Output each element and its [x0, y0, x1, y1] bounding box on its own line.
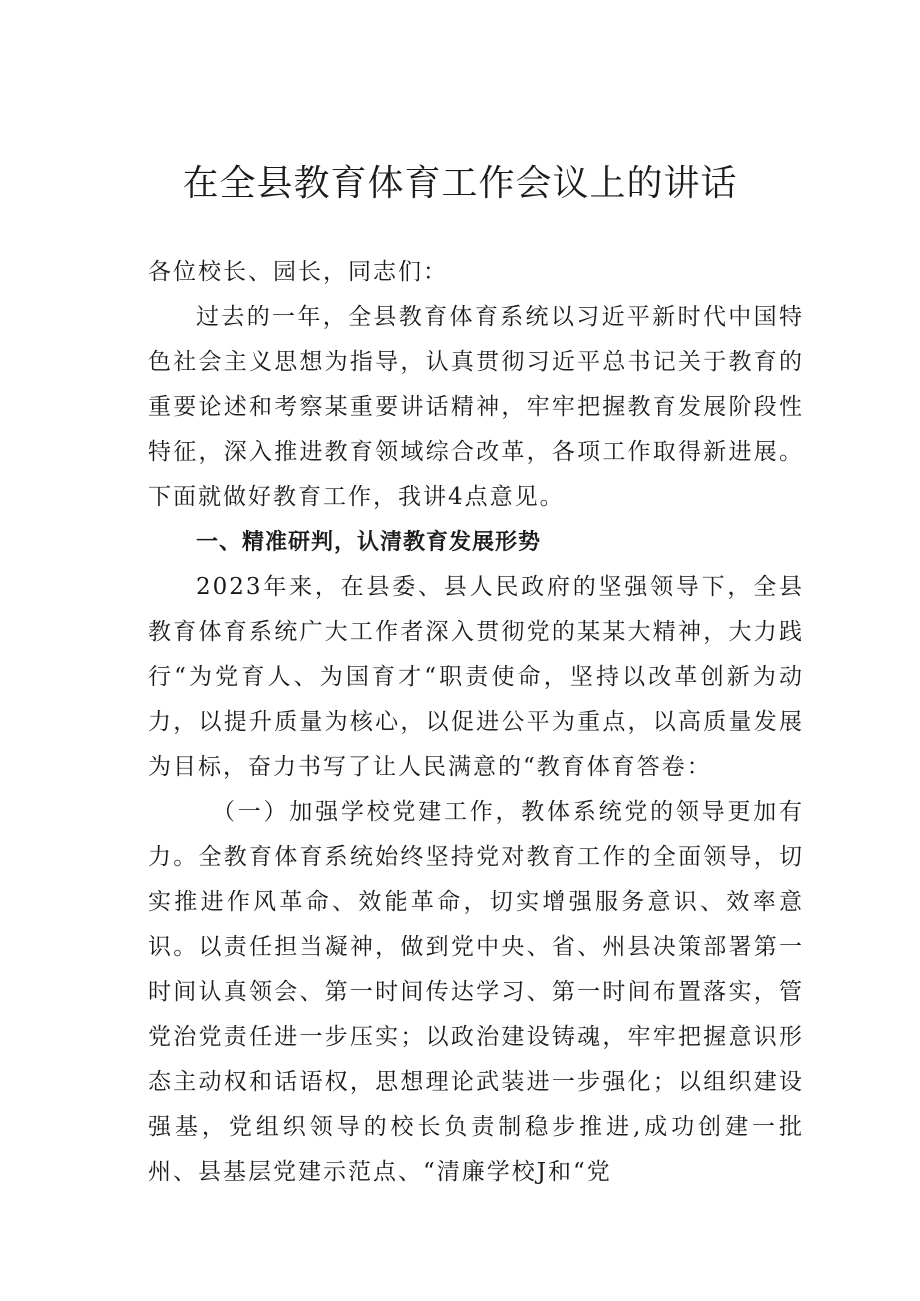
subsection-1-paragraph: （一）加强学校党建工作，教体系统党的领导更加有力。全教育体育系统始终坚持党对教育工作的全面领导，切实推进作风革命、效能革命，切实增强服务意识、效率意识。以责任担当凝神，做到党中央、省、州县决策部署第一时间认真领会、第一时间传达学习、第一时间布置落实，管党治党责任进一步压实；以政治建设铸魂，牢牢把握意识形态主动权和话语权，思想理论武装进一步强化；以组织建设强基，党组织领导的校长负责制稳步推进,成功创建一批州、县基层党建示范点、“清廉学校J和“党 — [148, 799, 804, 1185]
salutation: 各位校长、园长，同志们： — [148, 259, 448, 285]
section-1-paragraph: 2023年来，在县委、县人民政府的坚强领导下，全县教育体育系统广大工作者深入贯彻党的某某大精神，大力践行“为党育人、为国育才“职责使命，坚持以改革创新为动力，以提升质量为核心，以促进公平为重点，以高质量发展为目标，奋力书写了让人民满意的“教育体育答卷： — [148, 574, 804, 780]
document-body — [148, 250, 804, 1195]
intro-paragraph: 过去的一年，全县教育体育系统以习近平新时代中国特色社会主义思想为指导，认真贯彻习近平总书记关于教育的重要论述和考察某重要讲话精神，牢牢把握教育发展阶段性特征，深入推进教育领域综合改革，各项工作取得新进展。下面就做好教育工作，我讲4点意见。 — [148, 304, 804, 510]
document-title: 在全县教育体育工作会议上的讲话 — [182, 163, 738, 204]
section-heading-1: 一、精准研判，认清教育发展形势 — [196, 530, 542, 555]
